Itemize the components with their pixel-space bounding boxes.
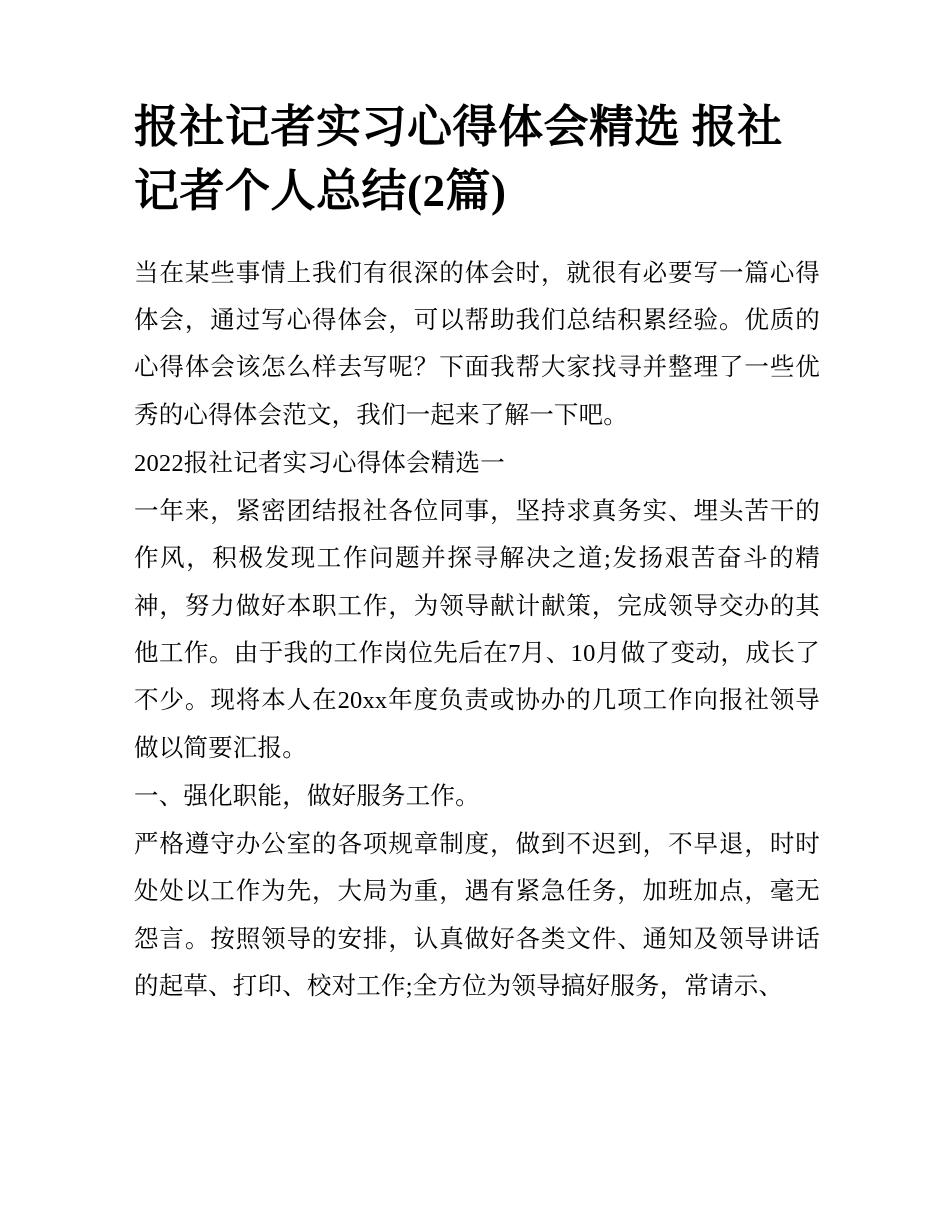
document-body	[134, 250, 820, 1011]
paragraph-section-heading: 2022报社记者实习心得体会精选一	[134, 449, 505, 477]
page-title: 报社记者实习心得体会精选 报社记者个人总结(2篇)	[134, 102, 783, 216]
paragraph-intro: 当在某些事情上我们有很深的体会时，就很有必要写一篇心得体会，通过写心得体会，可以帮助我们总结积累经验。优质的心得体会该怎么样去写呢？下面我帮大家找寻并整理了一些优秀的心得体会范文，我们一起来了解一下吧。	[134, 259, 820, 429]
paragraph-body-1: 一年来，紧密团结报社各位同事，坚持求真务实、埋头苦干的作风，积极发现工作问题并探寻解决之道;发扬艰苦奋斗的精神，努力做好本职工作，为领导献计献策，完成领导交办的其他工作。由于我的工作岗位先后在7月、10月做了变动，成长了不少。现将本人在20xx年度负责或协办的几项工作向报社领导做以简要汇报。	[134, 498, 820, 762]
paragraph-subheading-1: 一、强化职能，做好服务工作。	[134, 782, 480, 810]
paragraph-body-2: 严格遵守办公室的各项规章制度，做到不迟到，不早退，时时处处以工作为先，大局为重，遇有紧急任务，加班加点，毫无怨言。按照领导的安排，认真做好各类文件、通知及领导讲话的起草、打印、校对工作;全方位为领导搞好服务，常请示、	[134, 831, 820, 1000]
